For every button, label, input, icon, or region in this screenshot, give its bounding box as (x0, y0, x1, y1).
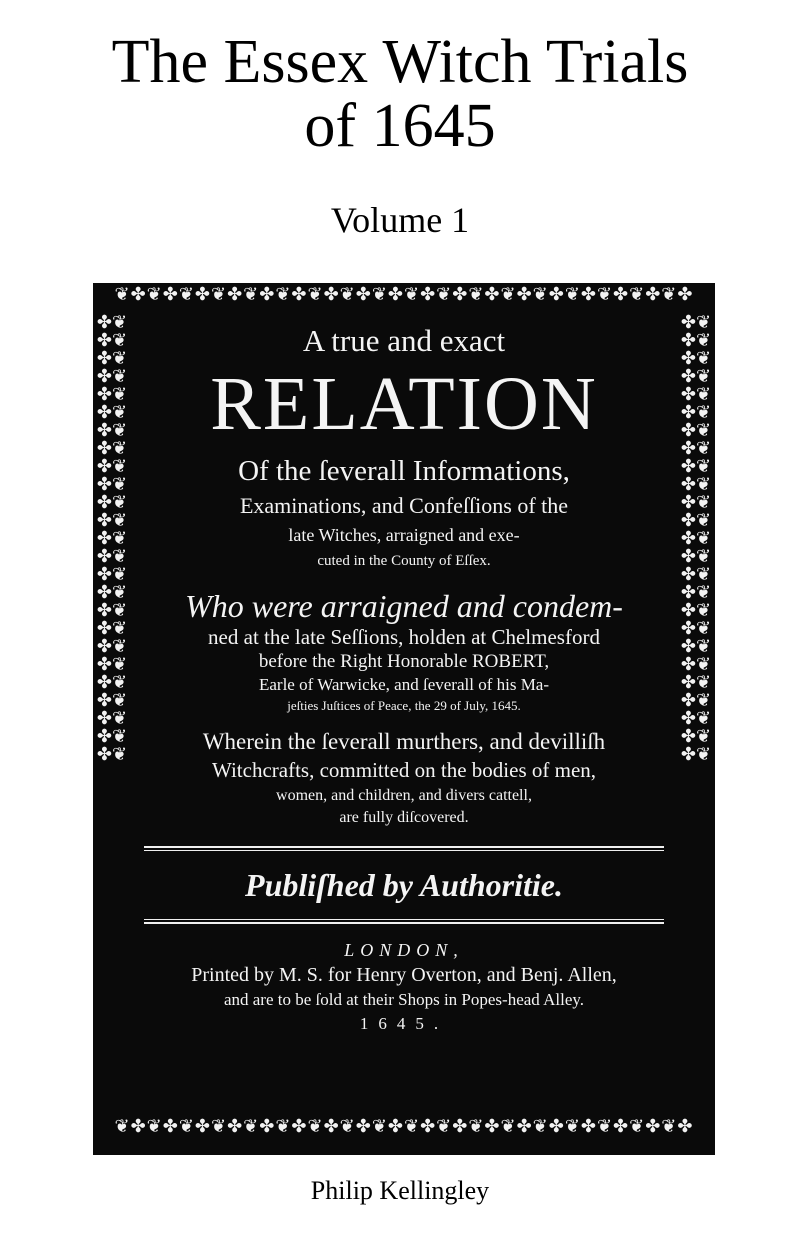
facsimile-year: 1645. (359, 1014, 449, 1033)
facsimile-line-8: ned at the late Seſſions, holden at Chelmesford (208, 625, 600, 649)
title-page-facsimile (93, 283, 715, 1155)
ornamental-border-top: ❦✤❦✤❦✤❦✤❦✤❦✤❦✤❦✤❦✤❦✤❦✤❦✤❦✤❦✤❦✤❦✤❦✤❦✤ (114, 285, 694, 304)
facsimile-line-12: Wherein the ſeverall murthers, and devilliſh (202, 729, 606, 754)
book-title-line-1: The Essex Witch Trials (111, 28, 689, 96)
divider-rule-bottom (144, 919, 664, 924)
facsimile-relation: RELATION (210, 362, 598, 446)
ornamental-border-bottom: ❦✤❦✤❦✤❦✤❦✤❦✤❦✤❦✤❦✤❦✤❦✤❦✤❦✤❦✤❦✤❦✤❦✤❦✤ (114, 1117, 694, 1136)
facsimile-line-7: Who were arraigned and condem- (185, 588, 623, 624)
book-title-line-2: of 1645 (304, 92, 496, 160)
facsimile-line-9: before the Right Honorable ROBERT, (258, 651, 550, 672)
title-page-text (133, 319, 675, 1119)
facsimile-line-3: Of the ſeverall Informations, (238, 455, 570, 487)
facsimile-shops: and are to be ſold at their Shops in Popes-head Alley. (223, 990, 585, 1009)
facsimile-line-14: women, and children, and divers cattell, (276, 787, 532, 804)
divider-rule-top (144, 846, 664, 851)
author-name: Philip Kellingley (310, 1176, 490, 1205)
book-title (0, 30, 800, 158)
facsimile-published-by: Publiſhed by Authoritie. (245, 867, 563, 903)
facsimile-line-4: Examinations, and Confeſſions of the (239, 493, 569, 518)
ornamental-border-right: ✤❦✤❦✤❦✤❦✤❦✤❦✤❦✤❦✤❦✤❦✤❦✤❦✤❦✤❦✤❦✤❦✤❦✤❦✤❦✤❦✤❦✤❦✤❦✤❦✤❦ (680, 313, 712, 764)
facsimile-line-5: late Witches, arraigned and exe- (288, 525, 520, 545)
volume-label: Volume 1 (330, 200, 470, 240)
facsimile-line-6: cuted in the County of Eſſex. (317, 553, 491, 569)
facsimile-line-13: Witchcrafts, committed on the bodies of men, (211, 758, 597, 782)
facsimile-line-10: Earle of Warwicke, and ſeverall of his Ma- (258, 675, 550, 694)
facsimile-line-1: A true and exact (302, 323, 506, 358)
facsimile-london: LONDON, (344, 940, 464, 960)
ornamental-border-left: ✤❦✤❦✤❦✤❦✤❦✤❦✤❦✤❦✤❦✤❦✤❦✤❦✤❦✤❦✤❦✤❦✤❦✤❦✤❦✤❦✤❦✤❦✤❦✤❦✤❦ (96, 313, 128, 764)
facsimile-printer: Printed by M. S. for Henry Overton, and Benj. Allen, (191, 964, 617, 986)
facsimile-line-11: jeſties Juſtices of Peace, the 29 of July, 1645. (287, 698, 521, 713)
facsimile-line-15: are fully diſcovered. (339, 809, 469, 826)
